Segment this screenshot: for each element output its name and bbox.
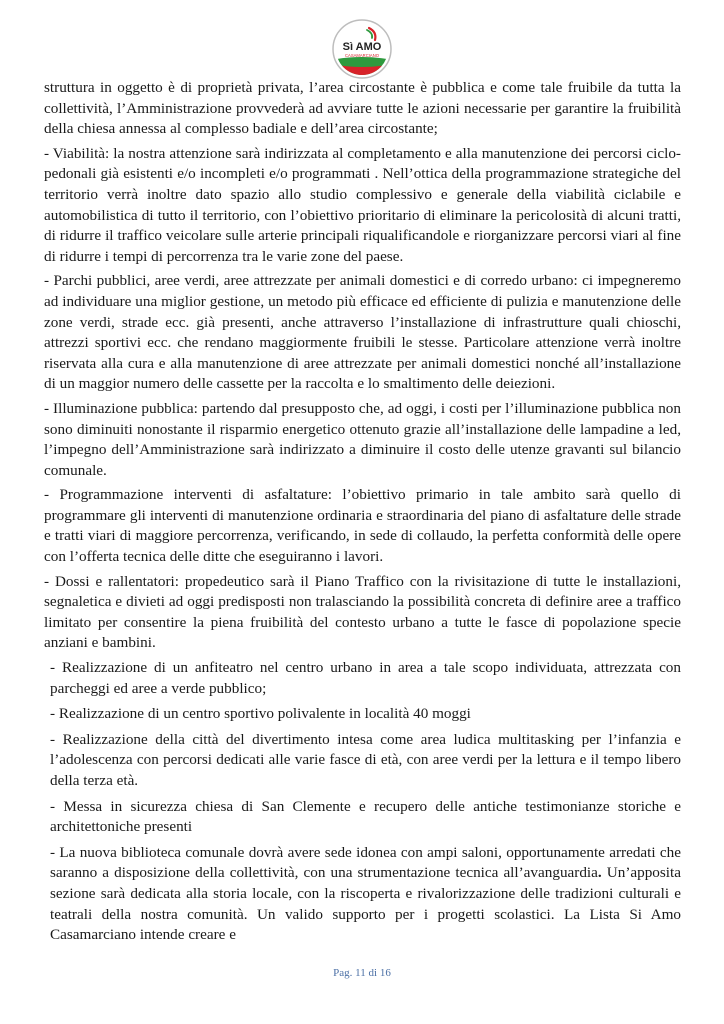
- paragraph-dossi: - Dossi e rallentatori: propedeutico sarà il Piano Traffico con la rivisitazione di tutte le installazioni, segnaletica e divieti ad oggi predisposti non tralasciando la possibilità concreta di definire aree a traffico limitato per consentire la piena fruibilità del contesto urbano a tutte le fasce di popolazione specie anziani e bambini.: [44, 572, 681, 652]
- page-body: [44, 78, 681, 950]
- list-item-citta-divertimento: - Realizzazione della città del divertimento intesa come area ludica multitasking per l’infanzia e l’adolescenza con percorsi dedicati alle varie fasce di età, con aree verdi per la lettura e il tempo libero della terza età.: [50, 730, 681, 789]
- paragraph-parchi: - Parchi pubblici, aree verdi, aree attrezzate per animali domestici e di corredo urbano: ci impegneremo ad individuare una miglior gestione, un metodo più efficace ed efficiente di pulizia e manutenzione delle zone verdi, strade ecc. già presenti, anche attraverso l’installazione di infrastrutture quali chioschi, attrezzi sportivi ecc. che rendano maggiormente fruibili le stesse. Particolare attenzione verrà inoltre riservata alla cura e alla manutenzione di aree attrezzate per animali domestici nonché all’installazione di un maggior numero delle cassette per la raccolta e lo smaltimento delle deiezioni.: [44, 272, 681, 393]
- biblioteca-text-part1: - La nuova biblioteca comunale dovrà avere sede idonea con ampi saloni, opportunamente arredati che saranno a disposizione della collettività, con una strumentazione tecnica all’avanguardia: [50, 843, 681, 882]
- paragraph-asfaltature: - Programmazione interventi di asfaltature: l’obiettivo primario in tale ambito sarà quello di programmare gli interventi di manutenzione ordinaria e straordinaria del piano di asfaltature delle strade e tratti viari di maggiore percorrenza, verificando, in sede di collaudo, la perfetta conformità delle opere con l’offerta tecnica delle ditte che eseguiranno i lavori.: [44, 486, 681, 566]
- paragraph-illuminazione: - Illuminazione pubblica: partendo dal presupposto che, ad oggi, i costi per l’illuminazione pubblica non sono diminuiti nonostante il risparmio energetico ottenuto grazie all’installazione delle lampadine a led, l’impegno dell’Amministrazione sarà indirizzato a diminuire il costo delle utenze gravanti sul bilancio comunale.: [44, 399, 681, 479]
- logo-title: Sì AMO: [342, 41, 382, 53]
- page-number-footer: Pag. 11 di 16: [333, 967, 391, 979]
- party-logo: [331, 18, 393, 80]
- list-item-san-clemente: - Messa in sicurezza chiesa di San Clemente e recupero delle antiche testimonianze storiche e architettoniche presenti: [50, 797, 681, 836]
- logo-emblem-icon: [331, 18, 393, 80]
- biblioteca-bold-dot: .: [597, 864, 602, 882]
- list-item-anfiteatro: - Realizzazione di un anfiteatro nel centro urbano in area a tale scopo individuata, attrezzata con parcheggi ed aree a verde pubblico;: [50, 659, 681, 697]
- paragraph-intro: struttura in oggetto è di proprietà privata, l’area circostante è pubblica e come tale fruibile da tutta la collettività, l’Amministrazione provvederà ad avviare tutte le azioni necessarie per garantire la fruibilità della chiesa annessa al complesso badiale e dell’area circostante;: [44, 79, 681, 138]
- paragraph-viabilita: - Viabilità: la nostra attenzione sarà indirizzata al completamento e alla manutenzione dei percorsi ciclo-pedonali già esistenti e/o incompleti e/o programmati . Nell’ottica della programmazione strategiche del territorio verrà inoltre dato spazio allo studio complessivo e generale della viabilità ciclabile e automobilistica di tutto il territorio, con l’obiettivo prioritario di eliminare la pericolosità di alcuni tratti, di ridurre il traffico veicolare sulle arterie principali riqualificandole e riorganizzare percorsi viari al fine di ridurre i tempi di percorrenza tra le varie zone del paese.: [44, 144, 681, 265]
- logo-subtitle: CASAMARCIANO: [345, 53, 379, 58]
- biblioteca-text-part2: Un’apposita sezione sarà dedicata alla storia locale, con la riscoperta e rivalorizzazione delle tradizioni culturali e teatrali della nostra comunità. Un valido supporto per i progetti scolastici. La Lista Si Amo Casamarciano intende creare e: [50, 864, 681, 944]
- list-item-biblioteca: [44, 843, 681, 946]
- list-item-centro-sportivo: - Realizzazione di un centro sportivo polivalente in località 40 moggi: [50, 705, 471, 723]
